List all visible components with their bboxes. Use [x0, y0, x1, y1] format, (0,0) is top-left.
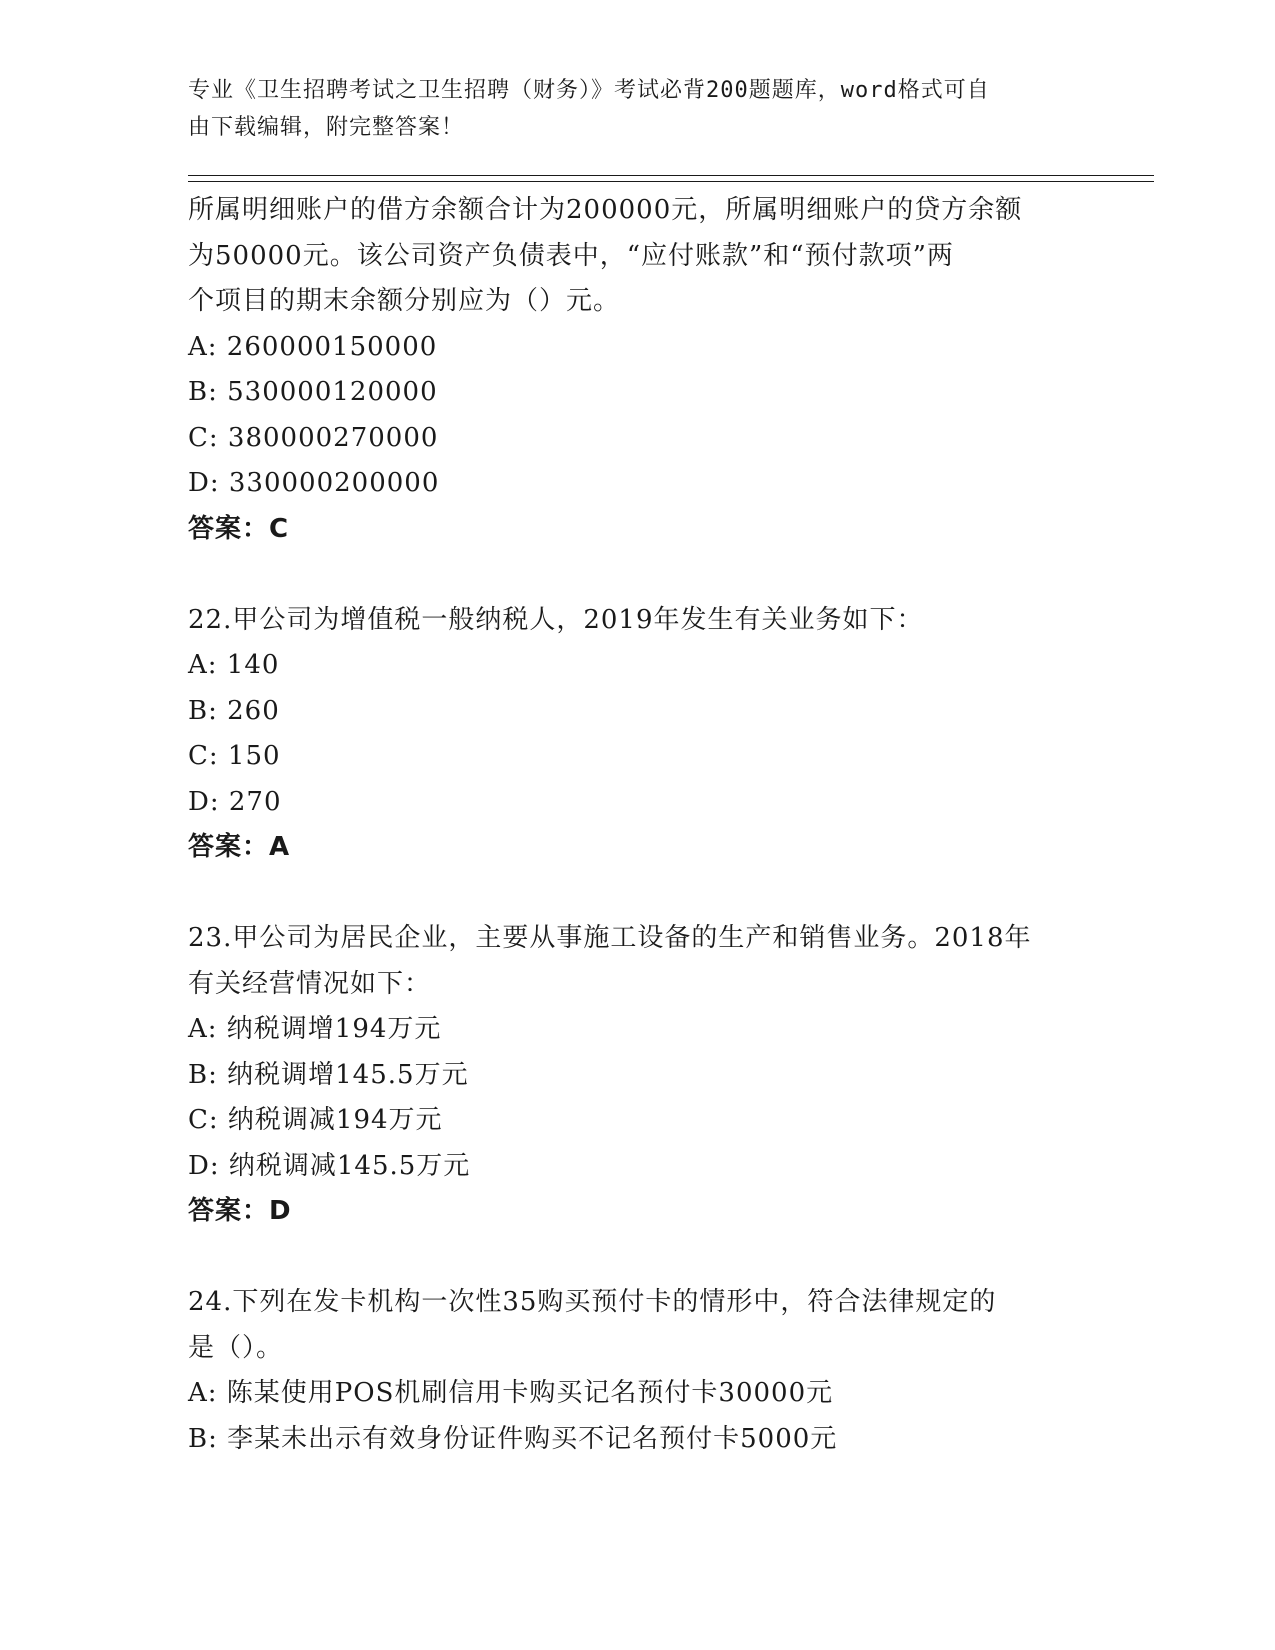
question-24	[188, 1280, 1088, 1462]
option-b: B: 260	[188, 695, 280, 726]
spacer	[188, 871, 1088, 917]
option-a: A: 纳税调增194万元	[188, 1014, 442, 1044]
option-c: C: 380000270000	[188, 422, 439, 453]
option-a: A: 陈某使用POS机刷信用卡购买记名预付卡30000元	[188, 1378, 834, 1408]
question-text-line: 24.下列在发卡机构一次性35购买预付卡的情形中，符合法律规定的	[188, 1287, 997, 1317]
answer-label: 答案：D	[188, 1196, 292, 1226]
option-d: D: 330000200000	[188, 468, 440, 498]
option-c: C: 150	[188, 741, 281, 771]
answer-label: 答案：C	[188, 513, 290, 544]
option-c: C: 纳税调减194万元	[188, 1105, 443, 1135]
option-b: B: 530000120000	[188, 377, 438, 407]
option-b: B: 李某未出示有效身份证件购买不记名预付卡5000元	[188, 1423, 838, 1454]
question-text-line: 个项目的期末余额分别应为（）元。	[188, 286, 621, 316]
header-divider-top	[188, 175, 1154, 176]
question-21-continued	[188, 188, 1088, 552]
question-text-line: 为50000元。该公司资产负债表中，“应付账款”和“预付款项”两	[188, 240, 954, 271]
answer-label: 答案：A	[188, 832, 291, 862]
question-text-line: 有关经营情况如下：	[188, 968, 432, 999]
option-d: D: 270	[188, 786, 282, 817]
header-line-2: 由下载编辑，附完整答案！	[188, 115, 465, 140]
header-divider-bottom	[188, 181, 1154, 182]
question-23	[188, 916, 1088, 1235]
option-b: B: 纳税调增145.5万元	[188, 1059, 469, 1090]
spacer	[188, 552, 1088, 598]
option-a: A: 260000150000	[188, 331, 438, 362]
option-d: D: 纳税调减145.5万元	[188, 1150, 471, 1181]
question-text-line: 23.甲公司为居民企业，主要从事施工设备的生产和销售业务。2018年	[188, 923, 1032, 953]
document-header	[188, 72, 1068, 146]
option-a: A: 140	[188, 650, 280, 680]
question-22	[188, 598, 1088, 871]
spacer	[188, 1235, 1088, 1281]
header-line-1: 专业《卫生招聘考试之卫生招聘（财务）》考试必背200题题库，word格式可自	[188, 78, 990, 103]
question-text-line: 是（）。	[188, 1332, 284, 1363]
question-list	[188, 188, 1088, 1462]
question-text-line: 所属明细账户的借方余额合计为200000元，所属明细账户的贷方余额	[188, 195, 1023, 225]
question-text-line: 22.甲公司为增值税一般纳税人，2019年发生有关业务如下：	[188, 604, 924, 635]
